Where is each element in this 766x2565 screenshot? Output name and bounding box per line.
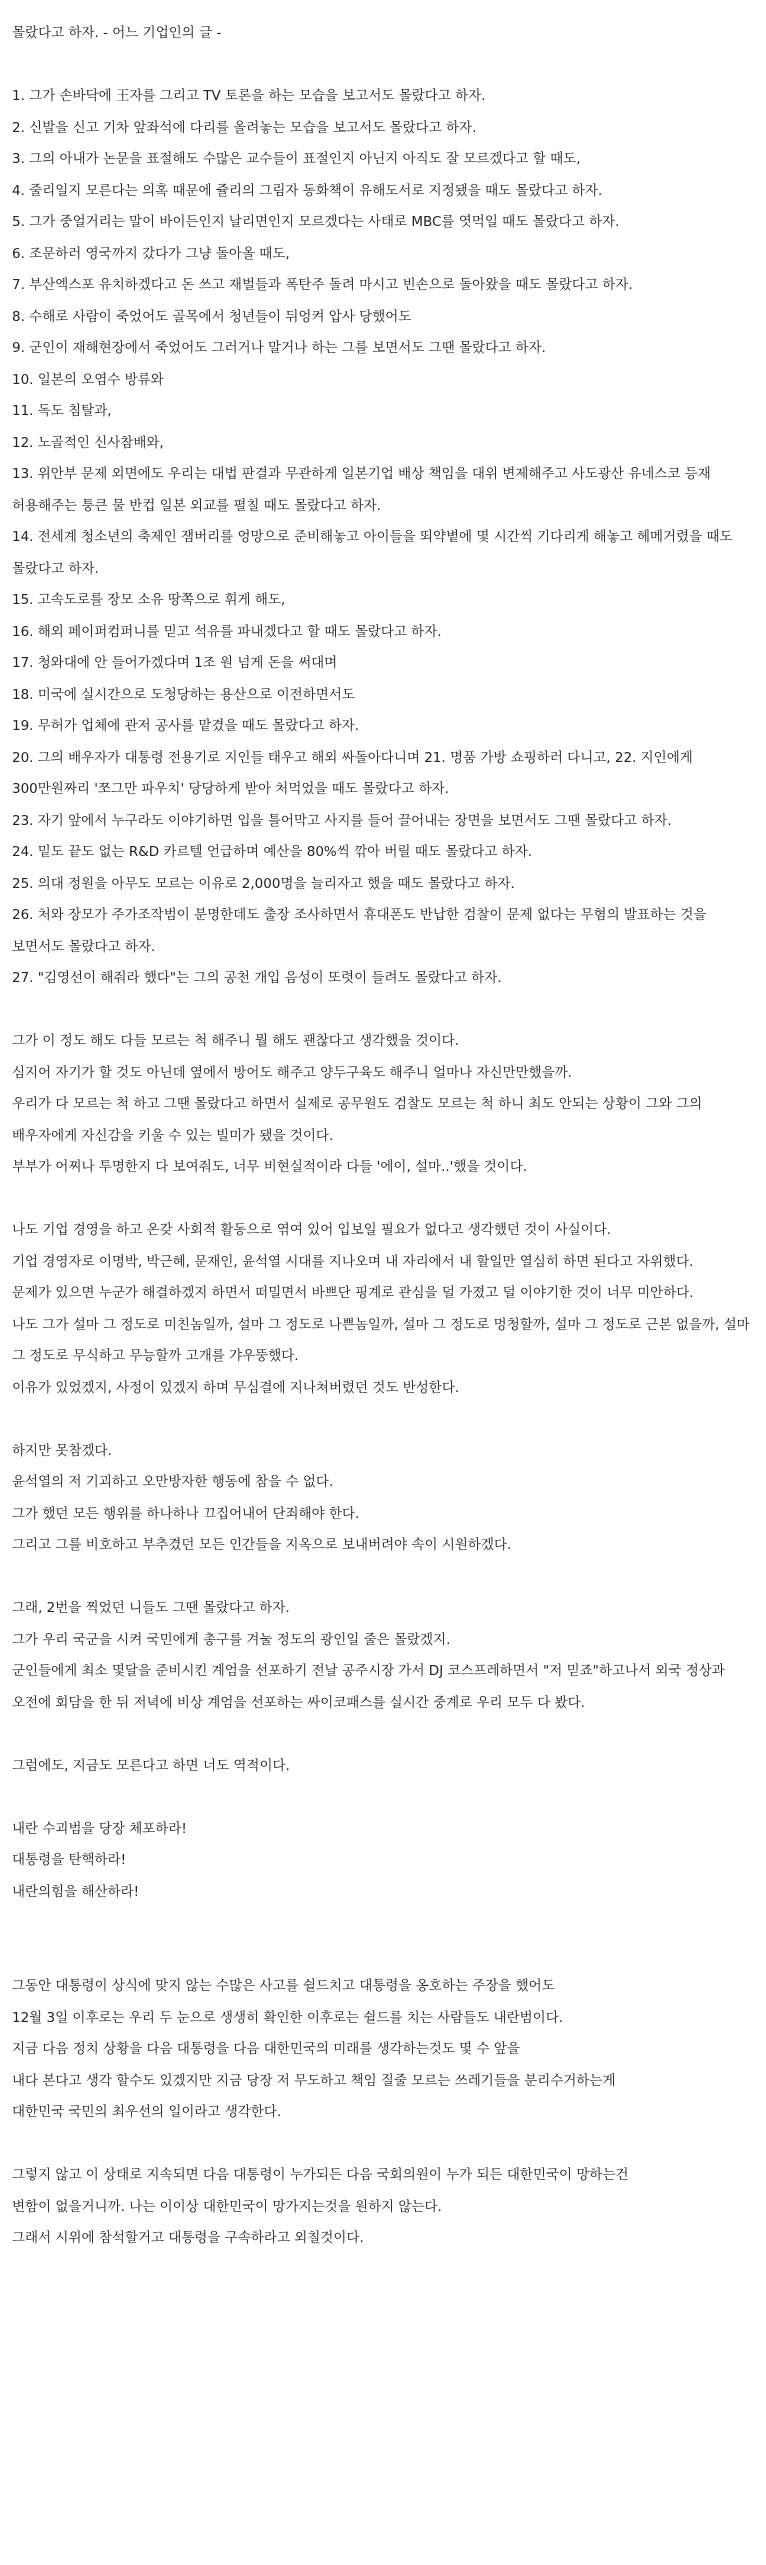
text-line: 나도 기업 경영을 하고 온갖 사회적 활동으로 엮여 있어 입보일 필요가 없다고 생각했던 것이 사실이다. (12, 1222, 612, 1238)
text-line: 그가 했던 모든 행위를 하나하나 끄집어내어 단죄해야 한다. (12, 1505, 360, 1522)
spacer (12, 1562, 754, 1594)
text-line: 그럼에도, 지금도 모른다고 하면 너도 역적이다. (12, 1757, 290, 1774)
spacer (12, 1404, 754, 1436)
text-line: 그리고 그를 비호하고 부추겼던 모든 인간들을 지옥으로 보내버려야 속이 시원하겠다. (12, 1537, 512, 1553)
list-item: 3. 그의 아내가 논문을 표절해도 수많은 교수들이 표절인지 아닌지 아직도 잘 모르겠다고 할 때도, (12, 151, 581, 167)
list-item: 14. 전세계 청소년의 축제인 잼버리를 엉망으로 준비해놓고 아이들을 뙤약볕에 몇 시간씩 기다리게 해놓고 헤메거렸을 때도 몰랐다고 하자. (12, 529, 733, 577)
text-line: 기업 경영자로 이명박, 박근혜, 문재인, 윤석열 시대를 지나오며 내 자리에서 내 할일만 열심히 하면 된다고 자위했다. (12, 1253, 694, 1270)
list-item: 8. 수해로 사람이 죽었어도 골목에서 청년들이 뒤엉켜 압사 당했어도 (12, 308, 412, 325)
paragraph-warning (12, 1751, 754, 1783)
list-item: 27. "김영선이 해줘라 했다"는 그의 공천 개입 음성이 또렷이 들려도 몰랐다고 하자. (12, 970, 502, 986)
text-line: 이유가 있었겠지, 사정이 있겠지 하며 무심결에 지나쳐버렸던 것도 반성한다. (12, 1379, 460, 1396)
list-item: 6. 조문하러 영국까지 갔다가 그냥 돌아올 때도, (12, 245, 290, 262)
list-item: 11. 독도 침탈과, (12, 403, 112, 419)
spacer (12, 1782, 754, 1814)
list-item: 10. 일본의 오염수 방류와 (12, 371, 164, 388)
paragraph-confession (12, 1215, 754, 1404)
list-item: 13. 위안부 문제 외면에도 우리는 대법 판결과 무관하게 일본기업 배상 책임을 대위 변제해주고 사도광산 유네스코 등재 허용해주는 퉁큰 물 반컵 일본 외교를 펼칠 때도 몰랐다고 하자. (12, 466, 711, 514)
list-item: 4. 줄리일지 모른다는 의혹 때문에 쥴리의 그림자 동화책이 유해도서로 지정됐을 때도 몰랐다고 하자. (12, 182, 603, 199)
spacer (12, 995, 754, 1027)
list-item: 2. 신발을 신고 기차 앞좌석에 다리를 올려놓는 모습을 보고서도 몰랐다고 하자. (12, 119, 477, 136)
text-line: 윤석열의 저 기괴하고 오만방자한 행동에 참을 수 없다. (12, 1474, 334, 1490)
text-line: 부부가 어찌나 투명한지 다 보여줘도, 너무 비현실적이라 다들 '에이, 설마..'했을 것이다. (12, 1159, 528, 1175)
text-line: 변함이 없을거니까. 나는 이이상 대한민국이 망가지는것을 원하지 않는다. (12, 2198, 442, 2215)
spacer (12, 50, 754, 82)
text-line: 우리가 다 모르는 척 하고 그땐 몰랐다고 하면서 실제로 공무원도 검찰도 모르는 척 하니 최도 안되는 상황이 그와 그의 배우자에게 자신감을 키울 수 있는 빌미가 됐을 것이다. (12, 1096, 703, 1144)
list-item: 24. 밑도 끝도 없는 R&D 카르텔 언급하며 예산을 80%씩 깎아 버릴 때도 몰랐다고 하자. (12, 844, 533, 860)
list-item: 19. 무허가 업체에 관저 공사를 맡겼을 때도 몰랐다고 하자. (12, 718, 359, 734)
list-item: 23. 자기 앞에서 누구라도 이야기하면 입을 틀어막고 사지를 들어 끌어내는 장면을 보면서도 그땐 몰랐다고 하자. (12, 812, 672, 829)
list-item: 26. 처와 장모가 주가조작범이 분명한데도 출장 조사하면서 휴대폰도 반납한 검찰이 문제 없다는 무혐의 발표하는 것을 보면서도 몰랐다고 하자. (12, 907, 707, 955)
text-line: 심지어 자기가 할 것도 아닌데 옆에서 방어도 해주고 양두구육도 해주니 얼마나 자신만만했을까. (12, 1064, 573, 1081)
paragraph-resolve (12, 1436, 754, 1562)
spacer (12, 1940, 754, 1972)
text-line: 하지만 못참겠다. (12, 1442, 112, 1459)
list-item: 9. 군인이 재해현장에서 죽었어도 그러거나 말거나 하는 그를 보면서도 그땐 몰랐다고 하자. (12, 340, 546, 356)
list-item: 1. 그가 손바닥에 王자를 그리고 TV 토론을 하는 모습을 보고서도 몰랐다고 하자. (12, 88, 486, 104)
paragraph-closing (12, 2160, 754, 2255)
paragraph-shield (12, 1971, 754, 2129)
text-line: 군인들에게 최소 몇달을 준비시킨 계엄을 선포하기 전날 공주시장 가서 DJ 코스프레하면서 "저 믿죠"하고나서 외국 정상과 오전에 회담을 한 뒤 저녁에 비상 계엄을 선포하는 싸이코패스를 실시간 중계로 우리 모두 다 봤다. (12, 1663, 725, 1711)
text-line: 내다 본다고 생각 할수도 있겠지만 지금 당장 저 무도하고 책임 질줄 모르는 쓰레기들을 분리수거하는게 (12, 2072, 616, 2089)
text-line: 그렇지 않고 이 상태로 지속되면 다음 대통령이 누가되든 다음 국회의원이 누가 되든 대한민국이 망하는건 (12, 2167, 629, 2183)
slogan-list (12, 1814, 754, 1909)
spacer (12, 1908, 754, 1940)
text-line: 12월 3일 이후로는 우리 두 눈으로 생생히 확인한 이후로는 쉴드를 치는 사람들도 내란범이다. (12, 2009, 564, 2026)
text-line: 그가 우리 국군을 시켜 국민에게 총구를 겨눌 정도의 광인일 줄은 몰랐겠지. (12, 1631, 451, 1648)
spacer (12, 1184, 754, 1216)
list-item: 20. 그의 배우자가 대통령 전용기로 지인들 태우고 해외 싸돌아다니며 21. 명품 가방 쇼핑하러 다니고, 22. 지인에게 300만원짜리 '쪼그만 파우치' 당당하게 받아 처먹었을 때도 몰랐다고 하자. (12, 749, 693, 797)
list-item: 12. 노골적인 신사참배와, (12, 434, 164, 451)
text-line: 그가 이 정도 해도 다들 모르는 척 해주니 뭘 해도 괜찮다고 생각했을 것이다. (12, 1033, 460, 1049)
numbered-list (12, 81, 754, 995)
list-item: 16. 해외 페이퍼컴퍼니를 믿고 석유를 파내겠다고 할 때도 몰랐다고 하자. (12, 623, 442, 640)
list-item: 5. 그가 중얼거리는 말이 바이든인지 날리면인지 모르겠다는 사태로 MBC를 엿먹일 때도 몰랐다고 하자. (12, 214, 620, 230)
list-item: 25. 의대 정원을 아무도 모르는 이유로 2,000명을 늘리자고 했을 때도 몰랐다고 하자. (12, 875, 515, 892)
text-line: 그동안 대통령이 상식에 맞지 않는 수많은 사고를 쉴드치고 대통령을 옹호하는 주장을 했어도 (12, 1978, 555, 1994)
text-line: 그래서 시위에 참석할거고 대통령을 구속하라고 외칠것이다. (12, 2230, 364, 2246)
post-title: 몰랐다고 하자. - 어느 기업인의 글 - (12, 25, 222, 41)
paragraph-martial-law (12, 1593, 754, 1719)
text-line: 지금 다음 정치 상황을 다음 대통령을 다음 대한민국의 미래를 생각하는것도 몇 수 앞을 (12, 2041, 520, 2057)
spacer (12, 2129, 754, 2161)
paragraph-complacency (12, 1026, 754, 1184)
list-item: 17. 청와대에 안 들어가겠다며 1조 원 넘게 돈을 써대며 (12, 655, 338, 671)
list-item: 7. 부산엑스포 유치하겠다고 돈 쓰고 재벌들과 폭탄주 돌려 마시고 빈손으로 돌아왔을 때도 몰랐다고 하자. (12, 277, 633, 293)
slogan-line: 대통령을 탄핵하라! (12, 1852, 127, 1868)
text-line: 대한민국 국민의 최우선의 일이라고 생각한다. (12, 2104, 282, 2120)
list-item: 15. 고속도로를 장모 소유 땅쪽으로 휘게 해도, (12, 592, 286, 608)
text-line: 문제가 있으면 누군가 해결하겠지 하면서 떠밀면서 바쁘단 핑계로 관심을 덜 가졌고 덜 이야기한 것이 너무 미안하다. (12, 1285, 694, 1301)
text-line: 나도 그가 설마 그 정도로 미친놈일까, 설마 그 정도로 나쁜놈일까, 설마 그 정도로 멍청할까, 설마 그 정도로 근본 없을까, 설마 그 정도로 무식하고 무능할까 고개를 갸우뚱했다. (12, 1316, 750, 1364)
slogan-line: 내란의힘을 해산하라! (12, 1883, 140, 1900)
list-item: 18. 미국에 실시간으로 도청당하는 용산으로 이전하면서도 (12, 686, 355, 703)
spacer (12, 1719, 754, 1751)
text-line: 그래, 2번을 찍었던 니들도 그땐 몰랐다고 하자. (12, 1600, 290, 1616)
slogan-line: 내란 수괴범을 당장 체포하라! (12, 1820, 187, 1837)
